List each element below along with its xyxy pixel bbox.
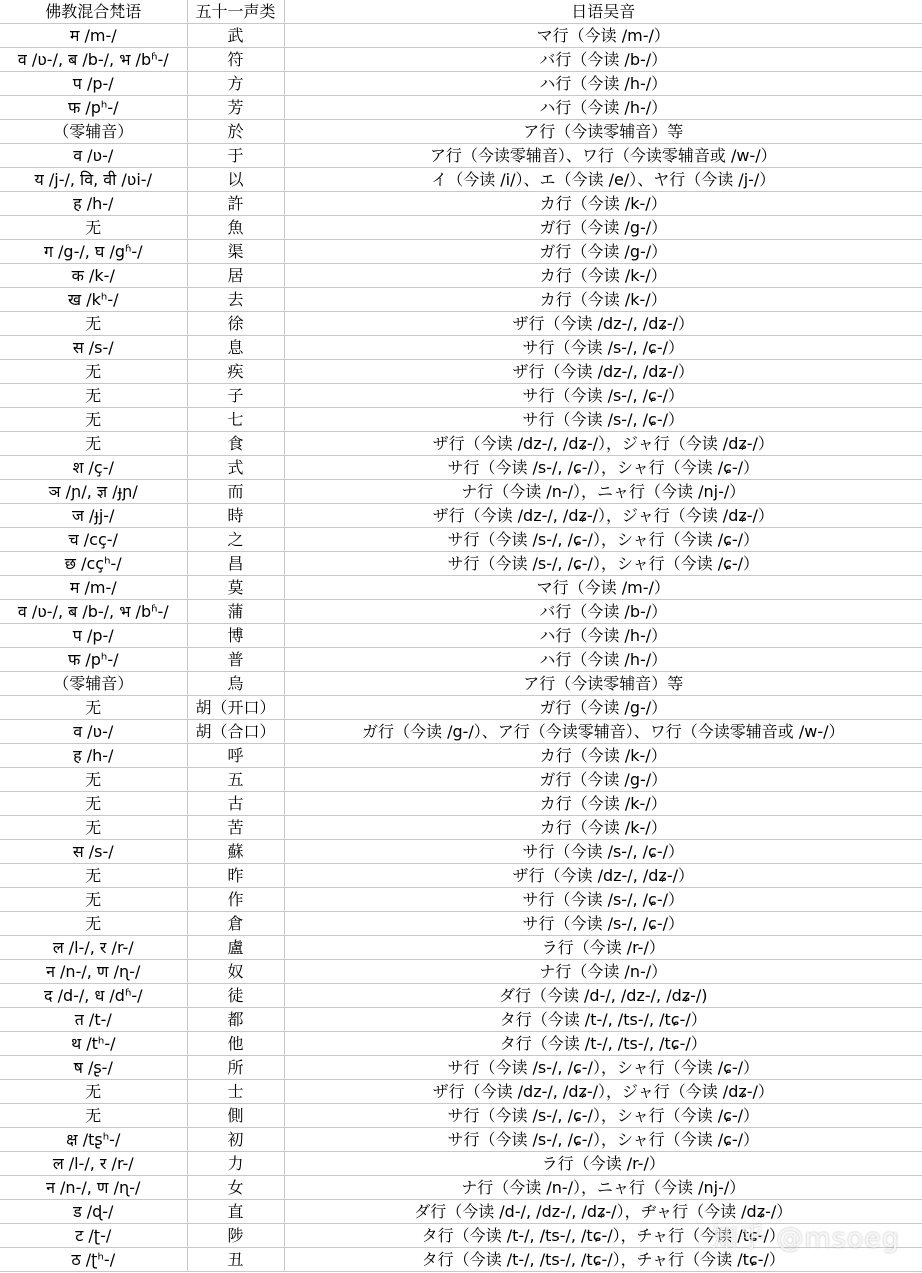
cell-sanskrit: 无 xyxy=(0,408,187,432)
cell-go-on: サ行（今读 /s-/, /ɕ-/） xyxy=(284,336,922,360)
cell-go-on: ハ行（今读 /h-/） xyxy=(284,96,922,120)
cell-initial-class: 奴 xyxy=(187,960,284,984)
table-row xyxy=(0,360,922,384)
cell-sanskrit: व /ʋ-/ xyxy=(0,144,187,168)
cell-go-on: サ行（今读 /s-/, /ɕ-/），シャ行（今读 /ɕ-/） xyxy=(284,1128,922,1152)
cell-sanskrit: 无 xyxy=(0,912,187,936)
cell-sanskrit: क /k-/ xyxy=(0,264,187,288)
cell-go-on: ア行（今读零辅音）、ワ行（今读零辅音或 /w-/） xyxy=(284,144,922,168)
table-row xyxy=(0,528,922,552)
table-row xyxy=(0,888,922,912)
table-row xyxy=(0,48,922,72)
cell-sanskrit: च /cç-/ xyxy=(0,528,187,552)
cell-sanskrit: 无 xyxy=(0,1080,187,1104)
table-row xyxy=(0,744,922,768)
table-row xyxy=(0,96,922,120)
header-row xyxy=(0,0,922,24)
table-row xyxy=(0,600,922,624)
cell-initial-class: 陟 xyxy=(187,1224,284,1248)
cell-initial-class: 居 xyxy=(187,264,284,288)
cell-go-on: サ行（今读 /s-/, /ɕ-/） xyxy=(284,912,922,936)
cell-initial-class: 呼 xyxy=(187,744,284,768)
cell-go-on: カ行（今读 /k-/） xyxy=(284,264,922,288)
cell-go-on: ナ行（今读 /n-/） xyxy=(284,960,922,984)
cell-go-on: ガ行（今读 /g-/） xyxy=(284,240,922,264)
cell-sanskrit: ञ /ɲ/, ज्ञ /ɟɲ/ xyxy=(0,480,187,504)
cell-initial-class: 所 xyxy=(187,1056,284,1080)
cell-sanskrit: 无 xyxy=(0,216,187,240)
table-row xyxy=(0,264,922,288)
cell-go-on: ザ行（今读 /dz-/, /dʑ-/） xyxy=(284,312,922,336)
cell-initial-class: 蒲 xyxy=(187,600,284,624)
cell-initial-class: 息 xyxy=(187,336,284,360)
cell-sanskrit: 无 xyxy=(0,384,187,408)
table-row xyxy=(0,1104,922,1128)
cell-initial-class: 昌 xyxy=(187,552,284,576)
cell-initial-class: 普 xyxy=(187,648,284,672)
cell-go-on: サ行（今读 /s-/, /ɕ-/），シャ行（今读 /ɕ-/） xyxy=(284,528,922,552)
cell-go-on: ダ行（今读 /d-/, /dz-/, /dʑ-/) xyxy=(284,984,922,1008)
cell-initial-class: 渠 xyxy=(187,240,284,264)
cell-go-on: サ行（今读 /s-/, /ɕ-/），シャ行（今读 /ɕ-/） xyxy=(284,456,922,480)
cell-sanskrit: （零辅音） xyxy=(0,672,187,696)
cell-go-on: ハ行（今读 /h-/） xyxy=(284,72,922,96)
cell-initial-class: 式 xyxy=(187,456,284,480)
cell-sanskrit: ष /ʂ-/ xyxy=(0,1056,187,1080)
cell-go-on: ザ行（今读 /dz-/, /dʑ-/），ジャ行（今读 /dʑ-/） xyxy=(284,432,922,456)
cell-initial-class: 苦 xyxy=(187,816,284,840)
cell-sanskrit: प /p-/ xyxy=(0,624,187,648)
table-row xyxy=(0,1128,922,1152)
cell-go-on: カ行（今读 /k-/） xyxy=(284,816,922,840)
table-row xyxy=(0,192,922,216)
cell-initial-class: 博 xyxy=(187,624,284,648)
cell-sanskrit: श /ç-/ xyxy=(0,456,187,480)
table-row xyxy=(0,912,922,936)
cell-sanskrit: 无 xyxy=(0,792,187,816)
cell-initial-class: 去 xyxy=(187,288,284,312)
cell-initial-class: 徒 xyxy=(187,984,284,1008)
table-row xyxy=(0,216,922,240)
table-row xyxy=(0,840,922,864)
cell-sanskrit: फ /pʰ-/ xyxy=(0,96,187,120)
cell-initial-class: 胡（合口） xyxy=(187,720,284,744)
cell-initial-class: 力 xyxy=(187,1152,284,1176)
cell-sanskrit: ह /h-/ xyxy=(0,192,187,216)
cell-initial-class: 盧 xyxy=(187,936,284,960)
table-row xyxy=(0,696,922,720)
cell-go-on: ザ行（今读 /dz-/, /dʑ-/），ジャ行（今读 /dʑ-/） xyxy=(284,504,922,528)
cell-sanskrit: म /m-/ xyxy=(0,24,187,48)
cell-go-on: ラ行（今读 /r-/） xyxy=(284,1152,922,1176)
cell-initial-class: 女 xyxy=(187,1176,284,1200)
cell-initial-class: 七 xyxy=(187,408,284,432)
table-row xyxy=(0,984,922,1008)
cell-sanskrit: म /m-/ xyxy=(0,576,187,600)
table-row xyxy=(0,1248,922,1272)
cell-sanskrit: स /s-/ xyxy=(0,336,187,360)
cell-initial-class: 烏 xyxy=(187,672,284,696)
cell-initial-class: 初 xyxy=(187,1128,284,1152)
cell-go-on: ガ行（今读 /g-/）、ア行（今读零辅音）、ワ行（今读零辅音或 /w-/） xyxy=(284,720,922,744)
cell-initial-class: 時 xyxy=(187,504,284,528)
table-row xyxy=(0,792,922,816)
cell-go-on: ザ行（今读 /dz-/, /dʑ-/） xyxy=(284,864,922,888)
cell-initial-class: 食 xyxy=(187,432,284,456)
cell-sanskrit: 无 xyxy=(0,1104,187,1128)
cell-initial-class: 疾 xyxy=(187,360,284,384)
cell-go-on: イ（今读 /i/）、エ（今读 /e/）、ヤ行（今读 /j-/） xyxy=(284,168,922,192)
table-row xyxy=(0,432,922,456)
cell-go-on: マ行（今读 /m-/） xyxy=(284,576,922,600)
table-row xyxy=(0,1008,922,1032)
cell-sanskrit: 无 xyxy=(0,888,187,912)
cell-sanskrit: ल /l-/, र /r-/ xyxy=(0,1152,187,1176)
table-row xyxy=(0,408,922,432)
cell-go-on: サ行（今读 /s-/, /ɕ-/） xyxy=(284,384,922,408)
cell-initial-class: 以 xyxy=(187,168,284,192)
table-row xyxy=(0,504,922,528)
cell-go-on: タ行（今读 /t-/, /ts-/, /tɕ-/），チャ行（今读 /tɕ-/） xyxy=(284,1224,922,1248)
table-row xyxy=(0,648,922,672)
table-row xyxy=(0,1080,922,1104)
table-row xyxy=(0,672,922,696)
table-row xyxy=(0,312,922,336)
cell-go-on: タ行（今读 /t-/, /ts-/, /tɕ-/），チャ行（今读 /tɕ-/） xyxy=(284,1248,922,1272)
cell-go-on: サ行（今读 /s-/, /ɕ-/），シャ行（今读 /ɕ-/） xyxy=(284,552,922,576)
cell-initial-class: 直 xyxy=(187,1200,284,1224)
cell-go-on: ガ行（今读 /g-/） xyxy=(284,696,922,720)
cell-sanskrit: न /n-/, ण /ɳ-/ xyxy=(0,960,187,984)
table-row xyxy=(0,480,922,504)
cell-go-on: ア行（今读零辅音）等 xyxy=(284,120,922,144)
cell-initial-class: 莫 xyxy=(187,576,284,600)
cell-go-on: カ行（今读 /k-/） xyxy=(284,792,922,816)
cell-initial-class: 徐 xyxy=(187,312,284,336)
header-go-on: 日语吴音 xyxy=(284,0,922,24)
cell-sanskrit: ठ /ʈʰ-/ xyxy=(0,1248,187,1272)
cell-sanskrit: न /n-/, ण /ɳ-/ xyxy=(0,1176,187,1200)
cell-initial-class: 符 xyxy=(187,48,284,72)
cell-initial-class: 之 xyxy=(187,528,284,552)
cell-initial-class: 於 xyxy=(187,120,284,144)
table-row xyxy=(0,768,922,792)
cell-sanskrit: 无 xyxy=(0,768,187,792)
cell-sanskrit: व /ʋ-/ xyxy=(0,720,187,744)
table-row xyxy=(0,720,922,744)
cell-initial-class: 方 xyxy=(187,72,284,96)
table-body xyxy=(0,24,922,1272)
table-row xyxy=(0,864,922,888)
cell-go-on: ガ行（今读 /g-/） xyxy=(284,216,922,240)
cell-go-on: ガ行（今读 /g-/） xyxy=(284,768,922,792)
cell-sanskrit: 无 xyxy=(0,864,187,888)
table-row xyxy=(0,1152,922,1176)
cell-go-on: カ行（今读 /k-/） xyxy=(284,744,922,768)
cell-go-on: カ行（今读 /k-/） xyxy=(284,288,922,312)
cell-go-on: マ行（今读 /m-/） xyxy=(284,24,922,48)
cell-sanskrit: ख /kʰ-/ xyxy=(0,288,187,312)
cell-sanskrit: ल /l-/, र /r-/ xyxy=(0,936,187,960)
cell-go-on: カ行（今读 /k-/） xyxy=(284,192,922,216)
table-row xyxy=(0,384,922,408)
cell-go-on: タ行（今读 /t-/, /ts-/, /tɕ-/） xyxy=(284,1008,922,1032)
cell-go-on: ハ行（今读 /h-/） xyxy=(284,624,922,648)
cell-initial-class: 古 xyxy=(187,792,284,816)
cell-initial-class: 倉 xyxy=(187,912,284,936)
table-row xyxy=(0,960,922,984)
cell-go-on: ラ行（今读 /r-/） xyxy=(284,936,922,960)
table-row xyxy=(0,1200,922,1224)
cell-initial-class: 子 xyxy=(187,384,284,408)
header-initial-class: 五十一声类 xyxy=(187,0,284,24)
cell-sanskrit: य /j-/, वि, वी /ʋi-/ xyxy=(0,168,187,192)
cell-initial-class: 芳 xyxy=(187,96,284,120)
cell-initial-class: 側 xyxy=(187,1104,284,1128)
table-row xyxy=(0,240,922,264)
table-row xyxy=(0,552,922,576)
cell-initial-class: 都 xyxy=(187,1008,284,1032)
cell-sanskrit: 无 xyxy=(0,432,187,456)
cell-sanskrit: 无 xyxy=(0,816,187,840)
table-row xyxy=(0,576,922,600)
cell-go-on: バ行（今读 /b-/） xyxy=(284,600,922,624)
cell-initial-class: 五 xyxy=(187,768,284,792)
cell-go-on: サ行（今读 /s-/, /ɕ-/） xyxy=(284,408,922,432)
cell-sanskrit: फ /pʰ-/ xyxy=(0,648,187,672)
cell-sanskrit: ग /g-/, घ /gʱ-/ xyxy=(0,240,187,264)
table-row xyxy=(0,144,922,168)
table-row xyxy=(0,336,922,360)
cell-sanskrit: ट /ʈ-/ xyxy=(0,1224,187,1248)
table-row xyxy=(0,24,922,48)
cell-sanskrit: （零辅音） xyxy=(0,120,187,144)
cell-initial-class: 武 xyxy=(187,24,284,48)
cell-initial-class: 而 xyxy=(187,480,284,504)
cell-go-on: バ行（今读 /b-/） xyxy=(284,48,922,72)
cell-sanskrit: ड /ɖ-/ xyxy=(0,1200,187,1224)
table-row xyxy=(0,120,922,144)
table-row xyxy=(0,456,922,480)
cell-go-on: ナ行（今读 /n-/），ニャ行（今读 /nj-/） xyxy=(284,480,922,504)
cell-go-on: ハ行（今读 /h-/） xyxy=(284,648,922,672)
cell-sanskrit: ह /h-/ xyxy=(0,744,187,768)
table-row xyxy=(0,72,922,96)
cell-initial-class: 昨 xyxy=(187,864,284,888)
cell-initial-class: 于 xyxy=(187,144,284,168)
table-row xyxy=(0,624,922,648)
cell-sanskrit: 无 xyxy=(0,696,187,720)
table-row xyxy=(0,1224,922,1248)
cell-initial-class: 他 xyxy=(187,1032,284,1056)
table-row xyxy=(0,936,922,960)
cell-initial-class: 許 xyxy=(187,192,284,216)
cell-sanskrit: प /p-/ xyxy=(0,72,187,96)
cell-go-on: ザ行（今读 /dz-/, /dʑ-/），ジャ行（今读 /dʑ-/） xyxy=(284,1080,922,1104)
cell-go-on: サ行（今读 /s-/, /ɕ-/），シャ行（今读 /ɕ-/） xyxy=(284,1104,922,1128)
cell-sanskrit: 无 xyxy=(0,312,187,336)
cell-go-on: ナ行（今读 /n-/），ニャ行（今读 /nj-/） xyxy=(284,1176,922,1200)
cell-go-on: サ行（今读 /s-/, /ɕ-/） xyxy=(284,840,922,864)
cell-go-on: サ行（今读 /s-/, /ɕ-/） xyxy=(284,888,922,912)
cell-sanskrit: द /d-/, ध /dʱ-/ xyxy=(0,984,187,1008)
table-row xyxy=(0,288,922,312)
cell-initial-class: 作 xyxy=(187,888,284,912)
cell-sanskrit: 无 xyxy=(0,360,187,384)
cell-sanskrit: ज /ɟj-/ xyxy=(0,504,187,528)
cell-initial-class: 丑 xyxy=(187,1248,284,1272)
cell-go-on: ダ行（今读 /d-/, /dz-/, /dʑ-/），ヂャ行（今读 /dʑ-/） xyxy=(284,1200,922,1224)
table-row xyxy=(0,168,922,192)
cell-go-on: ア行（今读零辅音）等 xyxy=(284,672,922,696)
cell-go-on: ザ行（今读 /dz-/, /dʑ-/） xyxy=(284,360,922,384)
table-row xyxy=(0,1032,922,1056)
cell-initial-class: 胡（开口） xyxy=(187,696,284,720)
cell-initial-class: 蘇 xyxy=(187,840,284,864)
cell-sanskrit: व /ʋ-/, ब /b-/, भ /bʱ-/ xyxy=(0,48,187,72)
cell-sanskrit: क्ष /tʂʰ-/ xyxy=(0,1128,187,1152)
cell-sanskrit: स /s-/ xyxy=(0,840,187,864)
cell-sanskrit: त /t-/ xyxy=(0,1008,187,1032)
cell-go-on: タ行（今读 /t-/, /ts-/, /tɕ-/） xyxy=(284,1032,922,1056)
watermark: 知乎 @msoeg xyxy=(710,1223,900,1254)
cell-sanskrit: थ /tʰ-/ xyxy=(0,1032,187,1056)
cell-sanskrit: छ /cçʰ-/ xyxy=(0,552,187,576)
table-row xyxy=(0,1056,922,1080)
table-row xyxy=(0,1176,922,1200)
header-sanskrit: 佛教混合梵语 xyxy=(0,0,187,24)
cell-initial-class: 士 xyxy=(187,1080,284,1104)
cell-go-on: サ行（今读 /s-/, /ɕ-/），シャ行（今读 /ɕ-/） xyxy=(284,1056,922,1080)
cell-initial-class: 魚 xyxy=(187,216,284,240)
table-row xyxy=(0,816,922,840)
cell-sanskrit: व /ʋ-/, ब /b-/, भ /bʱ-/ xyxy=(0,600,187,624)
